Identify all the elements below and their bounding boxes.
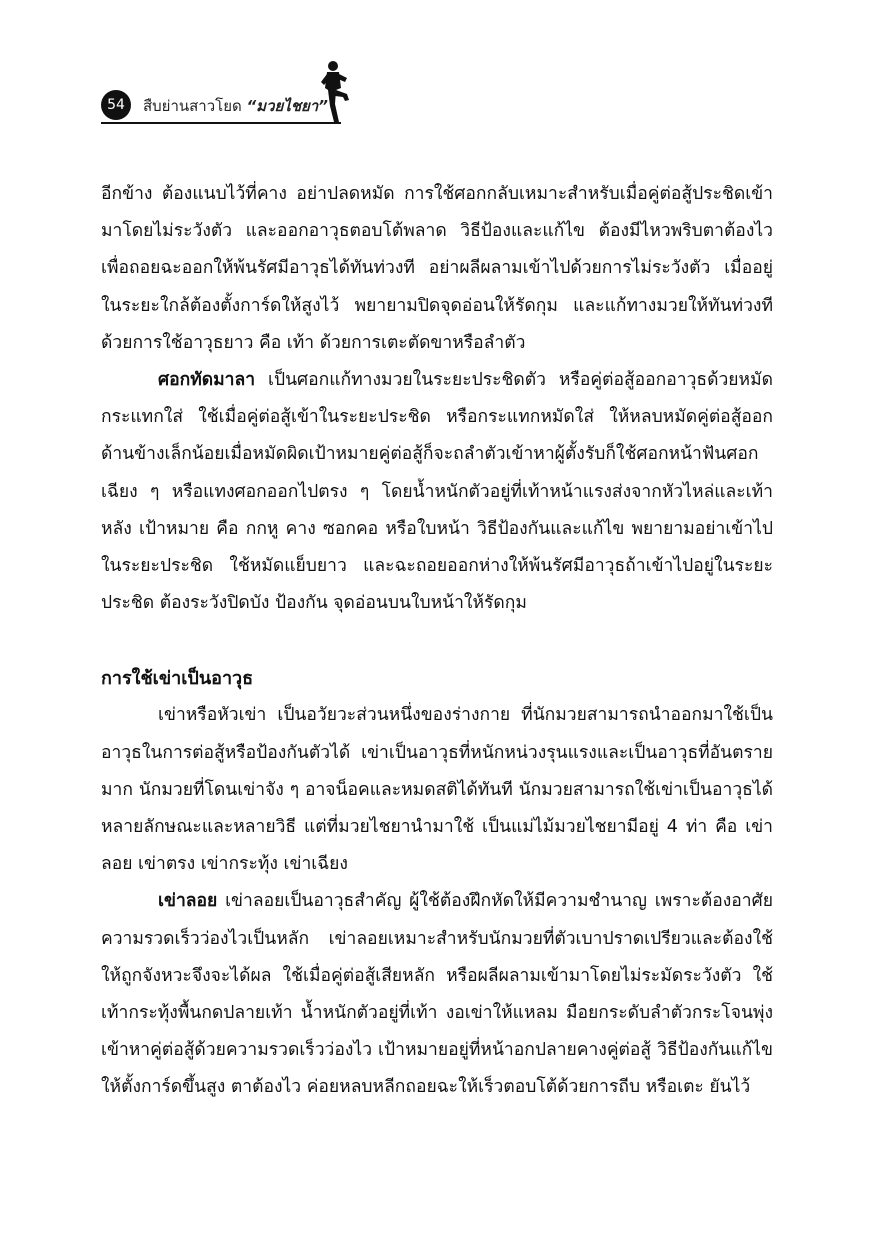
paragraph-elbow-tadmala-text: เป็นศอกแก้ทางมวยในระยะประชิดตัว หรือคู่ต่อสู้ออกอาวุธด้วยหมัดกระแทกใส่ ใช้เมื่อคู่ต่อสู้เข้าในระยะประชิด หรือกระแทกหมัดใส่ ให้หลบหมัดคู่ต่อสู้ออกด้านข้างเล็กน้อยเมื่อหมัดผิดเป้าหมายคู่ต่อสู้ก็จะถลำตัวเข้าหาผู้ตั้งรับก็ใช้ศอกหน้าฟันศอกเฉียง ๆ หรือแทงศอกออกไปตรง ๆ โดยน้ำหนักตัวอยู่ที่เท้าหน้าแรงส่งจากหัวไหล่และเท้าหลัง เป้าหมาย คือ กกหู คาง ซอกคอ หรือใบหน้า วิธีป้องกันและแก้ไข พยายามอย่าเข้าไปในระยะประชิด ใช้หมัดแย็บยาว และฉะถอยออกห่างให้พ้นรัศมีอาวุธถ้าเข้าไปอยู่ในระยะประชิด ต้องระวังปิดบัง ป้องกัน จุดอ่อนบนใบหน้าให้รัดกุม — [101, 370, 773, 614]
boxer-silhouette-icon — [317, 60, 351, 124]
book-title-emphasis: “มวยไชยา” — [246, 97, 328, 115]
page-body — [101, 176, 773, 1107]
term-sok-tadmala: ศอกทัดมาลา — [158, 370, 256, 391]
paragraph-elbow-return: อีกข้าง ต้องแนบไว้ที่คาง อย่าปลดหมัด การใช้ศอกกลับเหมาะสำหรับเมื่อคู่ต่อสู้ประชิดเข้ามาโดยไม่ระวังตัว และออกอาวุธตอบโต้พลาด วิธีป้องและแก้ไข ต้องมีไหวพริบตาต้องไว เพื่อถอยฉะออกให้พ้นรัศมีอาวุธได้ทันท่วงที อย่าผลีผลามเข้าไปด้วยการไม่ระวังตัว เมื่ออยู่ในระยะใกล้ต้องตั้งการ์ดให้สูงไว้ พยายามปิดจุดอ่อนให้รัดกุม และแก้ทางมวยให้ทันท่วงที ด้วยการใช้อาวุธยาว คือ เท้า ด้วยการเตะตัดขาหรือลำตัว — [101, 184, 773, 353]
page-number: 54 — [101, 90, 131, 120]
book-title-prefix: สืบย่านสาวโยด — [143, 97, 242, 115]
paragraph-knee-intro: เข่าหรือหัวเข่า เป็นอวัยวะส่วนหนึ่งของร่างกาย ที่นักมวยสามารถนำออกมาใช้เป็นอาวุธในการต่อสู้หรือป้องกันตัวได้ เข่าเป็นอาวุธที่หนักหน่วงรุนแรงและเป็นอาวุธที่อันตรายมาก นักมวยที่โดนเข่าจัง ๆ อาจน็อคและหมดสติได้ทันที นักมวยสามารถใช้เข่าเป็นอาวุธได้หลายลักษณะและหลายวิธี แต่ที่มวยไชยานำมาใช้ เป็นแม่ไม้มวยไชยามีอยู่ 4 ท่า คือ เข่าลอย เข่าตรง เข่ากระทุ้ง เข่าเฉียง — [101, 705, 773, 875]
paragraph-elbow-tadmala — [101, 362, 773, 622]
term-khao-loi: เข่าลอย — [158, 891, 218, 912]
running-header — [101, 60, 461, 130]
header-rule — [101, 122, 341, 124]
book-title — [143, 94, 328, 118]
section-heading: การใช้เข่าเป็นอาวุธ — [101, 668, 254, 690]
paragraph-flying-knee — [101, 883, 773, 1106]
paragraph-flying-knee-text: เข่าลอยเป็นอาวุธสำคัญ ผู้ใช้ต้องฝึกหัดให้มีความชำนาญ เพราะต้องอาศัยความรวดเร็วว่องไวเป็นหลัก เข่าลอยเหมาะสำหรับนักมวยที่ตัวเบาปราดเปรียวและต้องใช้ให้ถูกจังหวะจึงจะได้ผล ใช้เมื่อคู่ต่อสู้เสียหลัก หรือผลีผลามเข้ามาโดยไม่ระมัดระวังตัว ใช้เท้ากระทุ้งพื้นกดปลายเท้า น้ำหนักตัวอยู่ที่เท้า งอเข่าให้แหลม มือยกระดับลำตัวกระโจนพุ่งเข้าหาคู่ต่อสู้ด้วยความรวดเร็วว่องไว เป้าหมายอยู่ที่หน้าอกปลายคางคู่ต่อสู้ วิธีป้องกันแก้ไข ให้ตั้งการ์ดขึ้นสูง ตาต้องไว ค่อยหลบหลีกถอยฉะให้เร็วตอบโต้ด้วยการถีบ หรือเตะ ยันไว้ — [101, 891, 773, 1098]
